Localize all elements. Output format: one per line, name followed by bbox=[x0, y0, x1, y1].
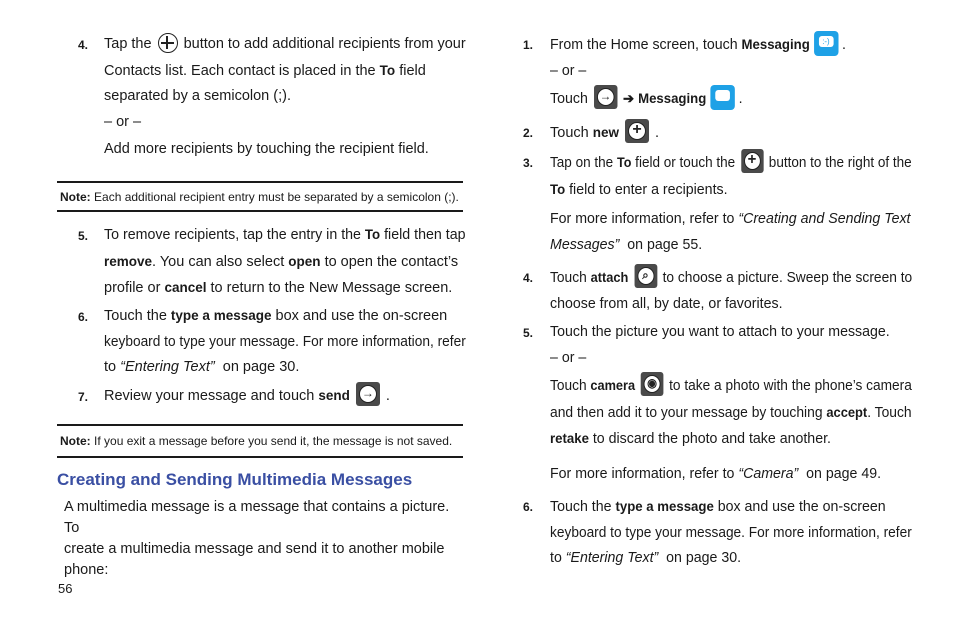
step-number: 3. bbox=[523, 156, 534, 170]
step-number: 6. bbox=[78, 310, 89, 324]
divider bbox=[57, 424, 463, 426]
step-number: 4. bbox=[78, 38, 89, 52]
step-number: 6. bbox=[523, 500, 534, 514]
messaging-icon bbox=[710, 85, 734, 110]
right-step6: Touch the type a message box and use the on-screen keyboard to type your message. For more information, refer to “Entering Text” on page 30. bbox=[550, 499, 912, 566]
camera-icon: ◉ bbox=[641, 372, 664, 396]
divider bbox=[57, 210, 463, 212]
left-step6: Touch the type a message box and use the on-screen keyboard to type your message. For more information, refer to “Entering Text” on page 30. bbox=[104, 308, 466, 375]
step-number: 7. bbox=[78, 390, 89, 404]
divider bbox=[57, 456, 463, 458]
section-heading: Creating and Sending Multimedia Messages bbox=[57, 470, 413, 489]
right-step1: From the Home screen, touch Messaging :-) . – or – Touch → ➔ Messaging . bbox=[550, 32, 920, 113]
divider bbox=[57, 181, 463, 183]
messaging-icon: :-) bbox=[814, 31, 838, 56]
attach-icon: ⌕ bbox=[634, 264, 657, 288]
step-number: 4. bbox=[523, 271, 534, 285]
section-intro: A multimedia message is a message that contains a picture. To create a multimedia message and send it to another mobile phone: bbox=[64, 499, 450, 578]
note-2: Note: If you exit a message before you send it, the message is not saved. bbox=[60, 434, 453, 448]
note-1: Note: Each additional recipient entry must be separated by a semicolon (;). bbox=[60, 190, 459, 204]
apps-arrow-icon: → bbox=[594, 85, 617, 109]
right-step3: Tap on the To field or touch the + button to the right of the To field to enter a recipients. For more information, refer to “Creating and Sending Text Messages” on page 55. bbox=[550, 151, 912, 253]
left-step5: To remove recipients, tap the entry in the To field then tap remove. You can also select open to open the contact’s profile or cancel to return to the New Message screen. bbox=[104, 227, 466, 296]
step-number: 5. bbox=[523, 326, 534, 340]
right-step4: Touch attach ⌕ to choose a picture. Sweep the screen to choose from all, by date, or favorites. bbox=[550, 265, 920, 317]
right-step2: Touch new + . bbox=[550, 120, 659, 147]
new-message-icon: + bbox=[625, 119, 649, 143]
add-recipient-icon: + bbox=[741, 149, 763, 173]
step-number: 2. bbox=[523, 126, 534, 140]
right-step5: Touch the picture you want to attach to your message. – or – Touch camera ◉ to take a photo with the phone’s camera and then add it to your message by touching accept. Touch retake to discard the photo and take another. For more information, refer to “Camera” on page 49. bbox=[550, 324, 912, 482]
step-number: 5. bbox=[78, 229, 89, 243]
step-number: 1. bbox=[523, 38, 534, 52]
left-step7: Review your message and touch send → . bbox=[104, 383, 464, 410]
left-step4: Tap the button to add additional recipients from your Contacts list. Each contact is placed in the To field separated by a semicolon (;). – or – Add more recipients by touching the recipient field. bbox=[104, 32, 464, 163]
send-icon: → bbox=[356, 382, 380, 406]
page-number: 56 bbox=[58, 581, 73, 596]
add-circle-icon bbox=[158, 33, 178, 53]
